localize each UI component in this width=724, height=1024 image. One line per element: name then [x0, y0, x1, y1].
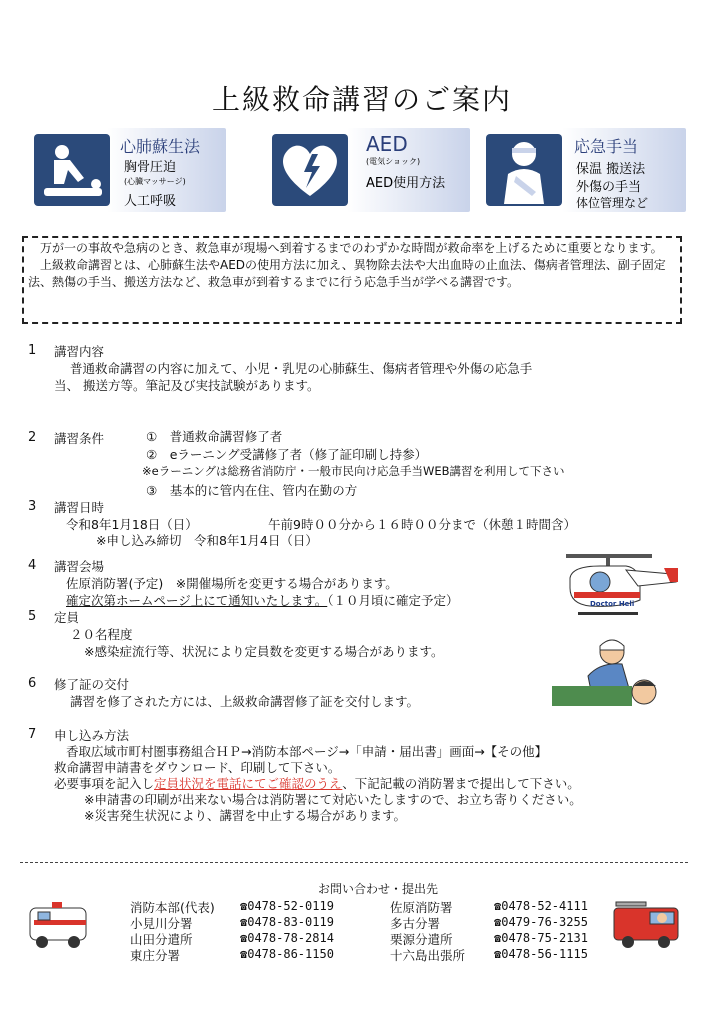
station-name: 十六島出張所 [390, 948, 466, 963]
section-number: 4 [28, 558, 37, 573]
application-instruction [54, 775, 580, 792]
banner-aed [266, 128, 470, 212]
banner-line: AED使用方法 [366, 176, 446, 191]
capacity: ２０名程度 [70, 627, 133, 642]
station-name: 小見川分署 [130, 916, 193, 931]
section-heading: 講習条件 [54, 431, 105, 446]
banner-line: 保温 搬送法 [576, 162, 646, 177]
fire-engine-illustration [610, 894, 684, 954]
aed-heart-icon [272, 134, 348, 206]
section-number: 5 [28, 609, 37, 624]
condition-item: ② eラーニング受講修了者（修了証印刷し持参） [146, 447, 428, 462]
banner-line: (電気ショック) [366, 157, 421, 166]
section-number: 3 [28, 499, 37, 514]
condition-item: ③ 基本的に管内在住、管内在勤の方 [146, 483, 358, 498]
station-phone[interactable]: ☎0478-83-0119 [240, 915, 334, 929]
section-body: 当、 搬送方等。筆記及び実技試験があります。 [54, 378, 320, 393]
station-name: 消防本部(代表) [130, 900, 215, 915]
ambulance-illustration [26, 896, 94, 952]
banner-heading: AED [366, 132, 408, 156]
venue: 佐原消防署(予定) ※開催場所を変更する場合があります。 [66, 576, 398, 591]
banner-line: (心臓マッサージ) [124, 177, 186, 186]
venue-notice [66, 592, 459, 609]
section-body: 普通救命講習の内容に加えて、小児・乳児の心肺蘇生、傷病者管理や外傷の応急手 [70, 361, 533, 376]
station-phone[interactable]: ☎0479-76-3255 [494, 915, 588, 929]
page-title: 上級救命講習のご案内 [211, 83, 512, 116]
banner-line: 外傷の手当 [576, 180, 642, 195]
section-body: 香取広域市町村圏事務組合ＨＰ→消防本部ページ→「申請・届出書」画面→【その他】 [66, 744, 548, 759]
section-body: 講習を修了された方には、上級救命講習修了証を交付します。 [70, 694, 420, 709]
station-phone[interactable]: ☎0478-56-1115 [494, 947, 588, 961]
contact-heading: お問い合わせ・提出先 [318, 882, 439, 896]
section-heading: 修了証の交付 [54, 677, 130, 692]
station-phone[interactable]: ☎0478-52-4111 [494, 899, 588, 913]
section-heading: 申し込み方法 [54, 728, 130, 743]
capacity-note: ※感染症流行等、状況により定員数を変更する場合があります。 [84, 644, 444, 659]
intro-paragraph: 上級救命講習とは、心肺蘇生法やAEDの使用方法に加え、異物除去法や大出血時の止血法、傷病者管理法、副子固定法、熱傷の手当、搬送方法など、救急車が到着するまでに行う応急手当が学べる講習です。 [28, 258, 666, 289]
section-heading: 定員 [54, 610, 80, 625]
banner-heading: 応急手当 [574, 137, 639, 156]
condition-item: ① 普通救命講習修了者 [146, 429, 283, 444]
station-name: 栗源分遣所 [390, 932, 453, 947]
section-body: 救命講習申請書をダウンロード、印刷して下さい。 [54, 760, 341, 775]
banner-heading: 心肺蘇生法 [120, 137, 201, 156]
section-number: 6 [28, 676, 37, 691]
banner-first-aid [480, 128, 686, 212]
station-phone[interactable]: ☎0478-86-1150 [240, 947, 334, 961]
banner-line: 胸骨圧迫 [124, 160, 177, 175]
banner-line: 人工呼吸 [124, 194, 177, 209]
section-note: ※災害発生状況により、講習を中止する場合があります。 [84, 808, 406, 823]
divider [20, 862, 688, 863]
instruction-part: 、下記記載の消防署まで提出して下さい。 [342, 776, 580, 791]
banner-cpr [28, 128, 226, 212]
condition-note: ※eラーニングは総務省消防庁・一般市民向け応急手当WEB講習を利用して下さい [142, 464, 565, 478]
section-heading: 講習会場 [54, 559, 105, 574]
cpr-icon [34, 134, 110, 206]
station-name: 佐原消防署 [390, 900, 453, 915]
course-time: 午前9時００分から１６時００分まで（休憩１時間含） [268, 517, 576, 532]
doctor-heli-illustration [560, 548, 686, 626]
rescue-illustration [552, 636, 662, 712]
station-name: 多古分署 [390, 916, 441, 931]
section-heading: 講習内容 [54, 344, 105, 359]
instruction-highlight: 定員状況を電話にてご確認のうえ [154, 776, 343, 791]
helicopter-label: Doctor Heli [590, 600, 635, 608]
intro-paragraph: 万が一の事故や急病のとき、救急車が現場へ到着するまでのわずかな時間が救命率を上げるために重要となります。 [40, 241, 663, 255]
station-phone[interactable]: ☎0478-52-0119 [240, 899, 334, 913]
venue-notice-underlined: 確定次第ホームページ上にて通知いたします。 [66, 593, 328, 608]
station-name: 山田分遣所 [130, 932, 193, 947]
section-heading: 講習日時 [54, 500, 105, 515]
station-phone[interactable]: ☎0478-75-2131 [494, 931, 588, 945]
deadline: ※申し込み締切 令和8年1月4日（日） [96, 533, 318, 548]
station-name: 東庄分署 [130, 948, 181, 963]
banner-line: 体位管理など [576, 196, 649, 210]
station-phone[interactable]: ☎0478-78-2814 [240, 931, 334, 945]
section-note: ※申請書の印刷が出来ない場合は消防署にて対応いたしますので、お立ち寄りください。 [84, 792, 582, 807]
instruction-part: 必要事項を記入し [54, 776, 155, 791]
section-number: 1 [28, 343, 37, 358]
section-number: 2 [28, 430, 37, 445]
venue-notice-rest: （１０月頃に確定予定） [327, 593, 459, 608]
course-date: 令和8年1月18日（日） [66, 517, 198, 532]
bandaged-person-icon [486, 134, 562, 206]
intro-box [22, 236, 682, 324]
section-number: 7 [28, 727, 37, 742]
